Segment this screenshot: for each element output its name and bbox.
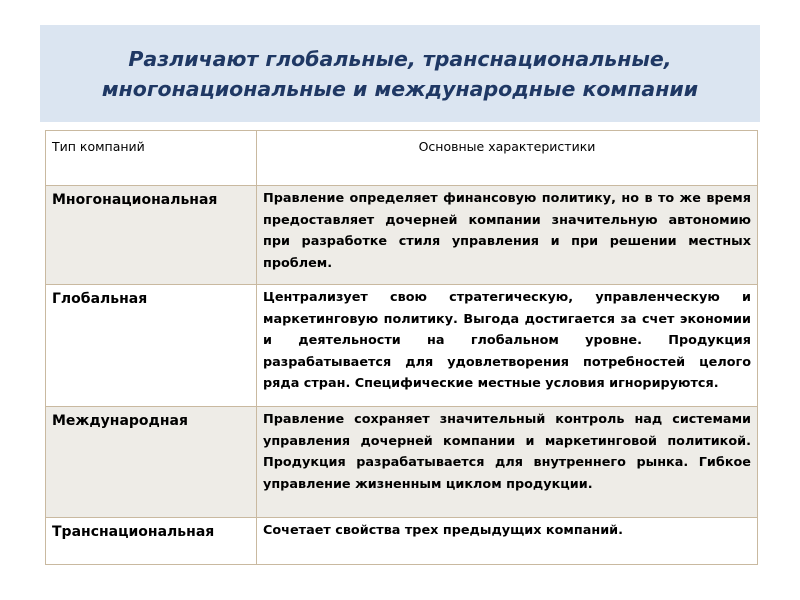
company-type-cell: Многонациональная — [46, 186, 257, 285]
table-row — [46, 518, 758, 565]
company-type-cell: Международная — [46, 407, 257, 518]
characteristics-cell: Централизует свою стратегическую, управленческую и маркетинговую политику. Выгода достигается за счет экономии и деятельности на глобальном уровне. Продукция разрабатывается для удовлетворения потребностей целого ряда стран. Специфические местные условия игнорируются. — [257, 285, 758, 407]
characteristics-cell: Правление определяет финансовую политику, но в то же время предоставляет дочерней компании значительную автономию при разработке стиля управления и при решении местных проблем. — [257, 186, 758, 285]
table-row — [46, 285, 758, 407]
company-types-table — [45, 130, 758, 565]
header-company-type: Тип компаний — [46, 131, 257, 186]
table-row — [46, 186, 758, 285]
characteristics-cell: Правление сохраняет значительный контроль над системами управления дочерней компании и маркетинговой политикой. Продукция разрабатывается для внутреннего рынка. Гибкое управление жизненным циклом продукции. — [257, 407, 758, 518]
slide-title — [102, 44, 698, 104]
table-header-row — [46, 131, 758, 186]
characteristics-cell: Сочетает свойства трех предыдущих компаний. — [257, 518, 758, 565]
company-type-cell: Глобальная — [46, 285, 257, 407]
header-characteristics: Основные характеристики — [257, 131, 758, 186]
table-row — [46, 407, 758, 518]
title-line-2: многонациональные и международные компании — [101, 76, 699, 101]
title-line-1: Различают глобальные, транснациональные, — [128, 46, 672, 71]
company-type-cell: Транснациональная — [46, 518, 257, 565]
title-banner — [40, 25, 760, 122]
